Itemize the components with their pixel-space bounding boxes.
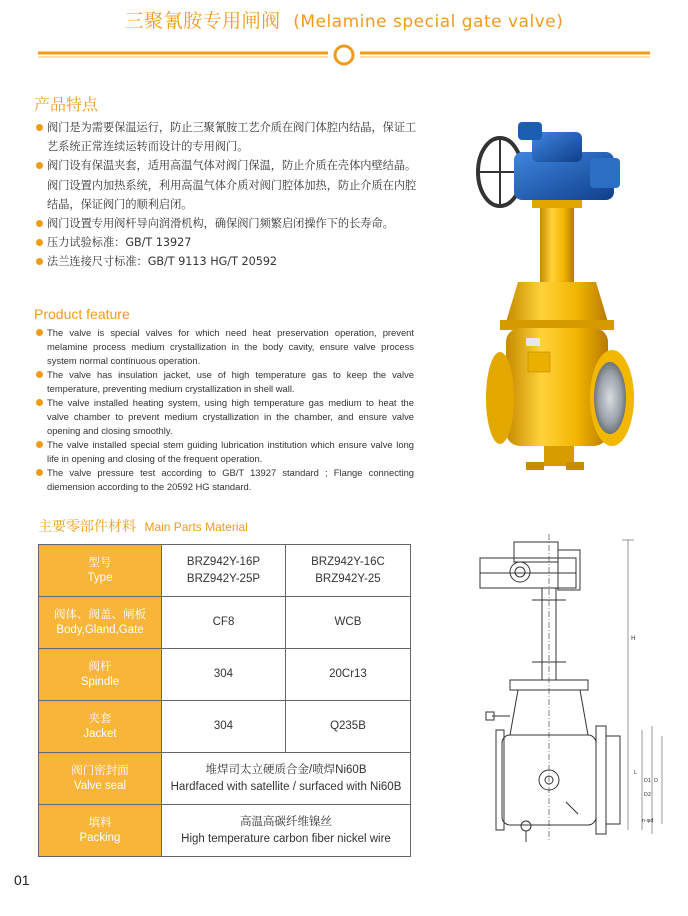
row-header: 填料 Packing [39,805,162,857]
table-cell: Q235B [285,701,410,753]
table-row [39,545,411,597]
table-cell: 20Cr13 [285,649,410,701]
list-item: The valve has insulation jacket, use of high temperature gas to keep the valve temperature, preventing medium crystallization in shell wall. [36,368,414,396]
row-header: 阀体、阀盖、闸板 Body,Gland,Gate [39,597,162,649]
materials-table [38,544,411,857]
valve-technical-drawing [466,530,666,855]
title-divider [38,44,650,66]
bullet-icon [36,220,43,227]
dim-label-d1: D1 [644,778,652,784]
features-en-list [36,326,414,494]
table-row [39,753,411,805]
bullet-icon [36,258,43,265]
list-item: 压力试验标准：GB/T 13927 [36,233,422,252]
title-cn: 三聚氰胺专用闸阀 [124,10,281,32]
table-cell: 高温高碳纤维镍丝 High temperature carbon fiber nickel wire [162,805,411,857]
table-row [39,805,411,857]
materials-heading-cn: 主要零部件材料 [38,519,136,535]
list-item: 法兰连接尺寸标准：GB/T 9113 HG/T 20592 [36,252,422,271]
row-header: 型号 Type [39,545,162,597]
features-cn-heading: 产品特点 [34,95,99,114]
bullet-icon [36,162,43,169]
dim-label-h: H [631,635,636,642]
page-number: 01 [14,872,30,888]
table-row [39,597,411,649]
title-en: (Melamine special gate valve) [293,12,564,32]
list-item: The valve installed heating system, using high temperature gas medium to heat the valve chamber to prevent medium crystallization in the chamber, and ensure valve opening and closing smoothly. [36,396,414,438]
dim-label-d2: D2 [644,792,652,798]
bullet-icon [36,329,43,336]
bullet-icon [36,469,43,476]
list-item: The valve is special valves for which need heat preservation operation, prevent melamine process medium crystallization in the body cavity, ensure valve process system normal continuous operation. [36,326,414,368]
dim-label-n: n-φd [642,818,654,824]
list-item: 阀门是为需要保温运行，防止三聚氰胺工艺介质在阀门体腔内结晶，保证工艺系统正常连续运转而设计的专用阀门。 [36,118,422,156]
row-header: 阀门密封面 Valve seal [39,753,162,805]
bullet-icon [36,124,43,131]
bullet-icon [36,399,43,406]
dim-label-d: D [654,778,658,784]
list-item: The valve pressure test according to GB/T 13927 standard ; Flange connecting diemension according to the 20592 HG standard. [36,466,414,494]
list-item: 阀门设有保温夹套，适用高温气体对阀门保温，防止介质在壳体内壁结晶。阀门设置内加热系统，利用高温气体介质对阀门腔体加热，防止介质在内腔结晶，保证阀门的顺利启闭。 [36,156,422,214]
table-cell: WCB [285,597,410,649]
features-en-heading: Product feature [34,306,130,322]
list-item: The valve installed special stem guiding lubrication institution which ensure valve long life in opening and closing of the frequent operation. [36,438,414,466]
list-item: 阀门设置专用阀杆导向润滑机构，确保阀门频繁启闭操作下的长寿命。 [36,214,422,233]
table-cell: CF8 [162,597,286,649]
bullet-icon [36,441,43,448]
bullet-icon [36,239,43,246]
table-cell: BRZ942Y-16C BRZ942Y-25 [285,545,410,597]
table-cell: 堆焊司太立硬质合金/喷焊Ni60B Hardfaced with satellite / surfaced with Ni60B [162,753,411,805]
dim-label-l: L [634,770,637,776]
table-row [39,649,411,701]
row-header: 阀杆 Spindle [39,649,162,701]
gate-valve-photo [470,112,650,482]
features-cn-list [36,118,422,272]
page-title [0,6,688,33]
materials-heading-en: Main Parts Material [144,520,248,534]
materials-heading [38,516,248,536]
row-header: 夹套 Jacket [39,701,162,753]
table-cell: BRZ942Y-16P BRZ942Y-25P [162,545,286,597]
table-row [39,701,411,753]
table-cell: 304 [162,701,286,753]
bullet-icon [36,371,43,378]
table-cell: 304 [162,649,286,701]
